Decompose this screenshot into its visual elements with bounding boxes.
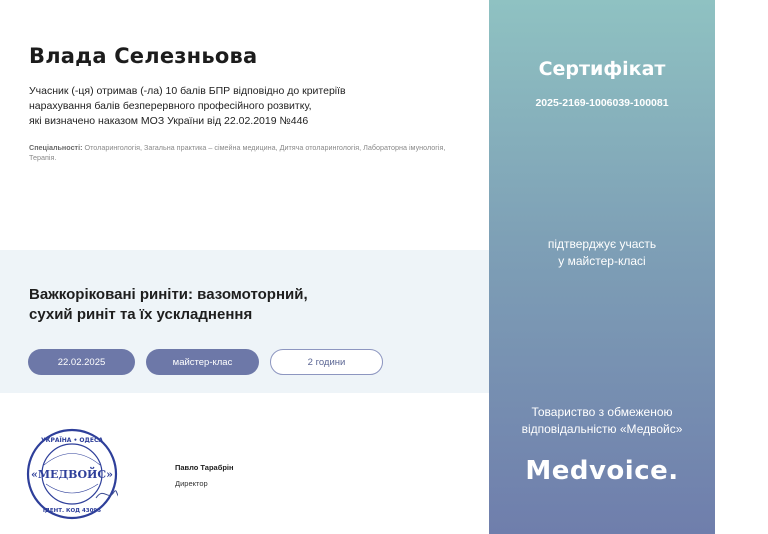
signature-scribble — [96, 491, 118, 498]
company-stamp — [26, 428, 118, 520]
award-description-line: Учасник (-ця) отримав (-ла) 10 балів БПР відповідно до критеріїв — [29, 85, 346, 97]
confirmation-line: у майстер-класі — [558, 254, 646, 268]
stamp-arc — [46, 484, 98, 493]
signer-name: Павло Тарабрін — [175, 463, 234, 472]
date-badge: 22.02.2025 — [28, 349, 135, 375]
course-title — [29, 285, 429, 325]
participation-confirmation — [489, 236, 715, 270]
stamp-arc — [44, 454, 100, 466]
stamp-bottom-text: ІДЕНТ. КОД 43095 — [42, 508, 102, 514]
organization-line: відповідальністю «Медвойс» — [521, 422, 683, 436]
participant-name: Влада Селезньова — [29, 44, 258, 68]
duration-badge: 2 години — [270, 349, 383, 375]
award-description-line: які визначено наказом МОЗ України від 22.02.2019 №446 — [29, 115, 309, 127]
medvoice-logo: Medvoice. — [525, 456, 679, 486]
specialties — [29, 143, 469, 163]
organization-line: Товариство з обмеженою — [531, 405, 673, 419]
issuing-organization — [489, 404, 715, 438]
certificate-number: 2025-2169-1006039-100081 — [535, 97, 669, 109]
format-badge: майстер-клас — [146, 349, 259, 375]
course-title-line: Важкоріковані риніти: вазомоторний, — [29, 286, 308, 303]
signer-role: Директор — [175, 479, 208, 488]
course-title-line: сухий риніт та їх ускладнення — [29, 306, 253, 323]
award-description-line: нарахування балів безперервного професійного розвитку, — [29, 100, 312, 112]
stamp-top-text: УКРАЇНА • ОДЕСА — [40, 437, 104, 444]
specialties-text: Отоларингологія, Загальна практика – сімейна медицина, Дитяча отоларингологія, Лабораторна імунологія, Терапія. — [29, 143, 446, 162]
confirmation-line: підтверджує участь — [547, 237, 657, 251]
page-margin — [715, 0, 768, 534]
certificate-title: Сертифікат — [538, 58, 666, 80]
stamp-company-name: «МЕДВОЙС» — [30, 468, 114, 481]
specialties-label: Спеціальності: — [29, 143, 83, 152]
award-description — [29, 84, 469, 129]
